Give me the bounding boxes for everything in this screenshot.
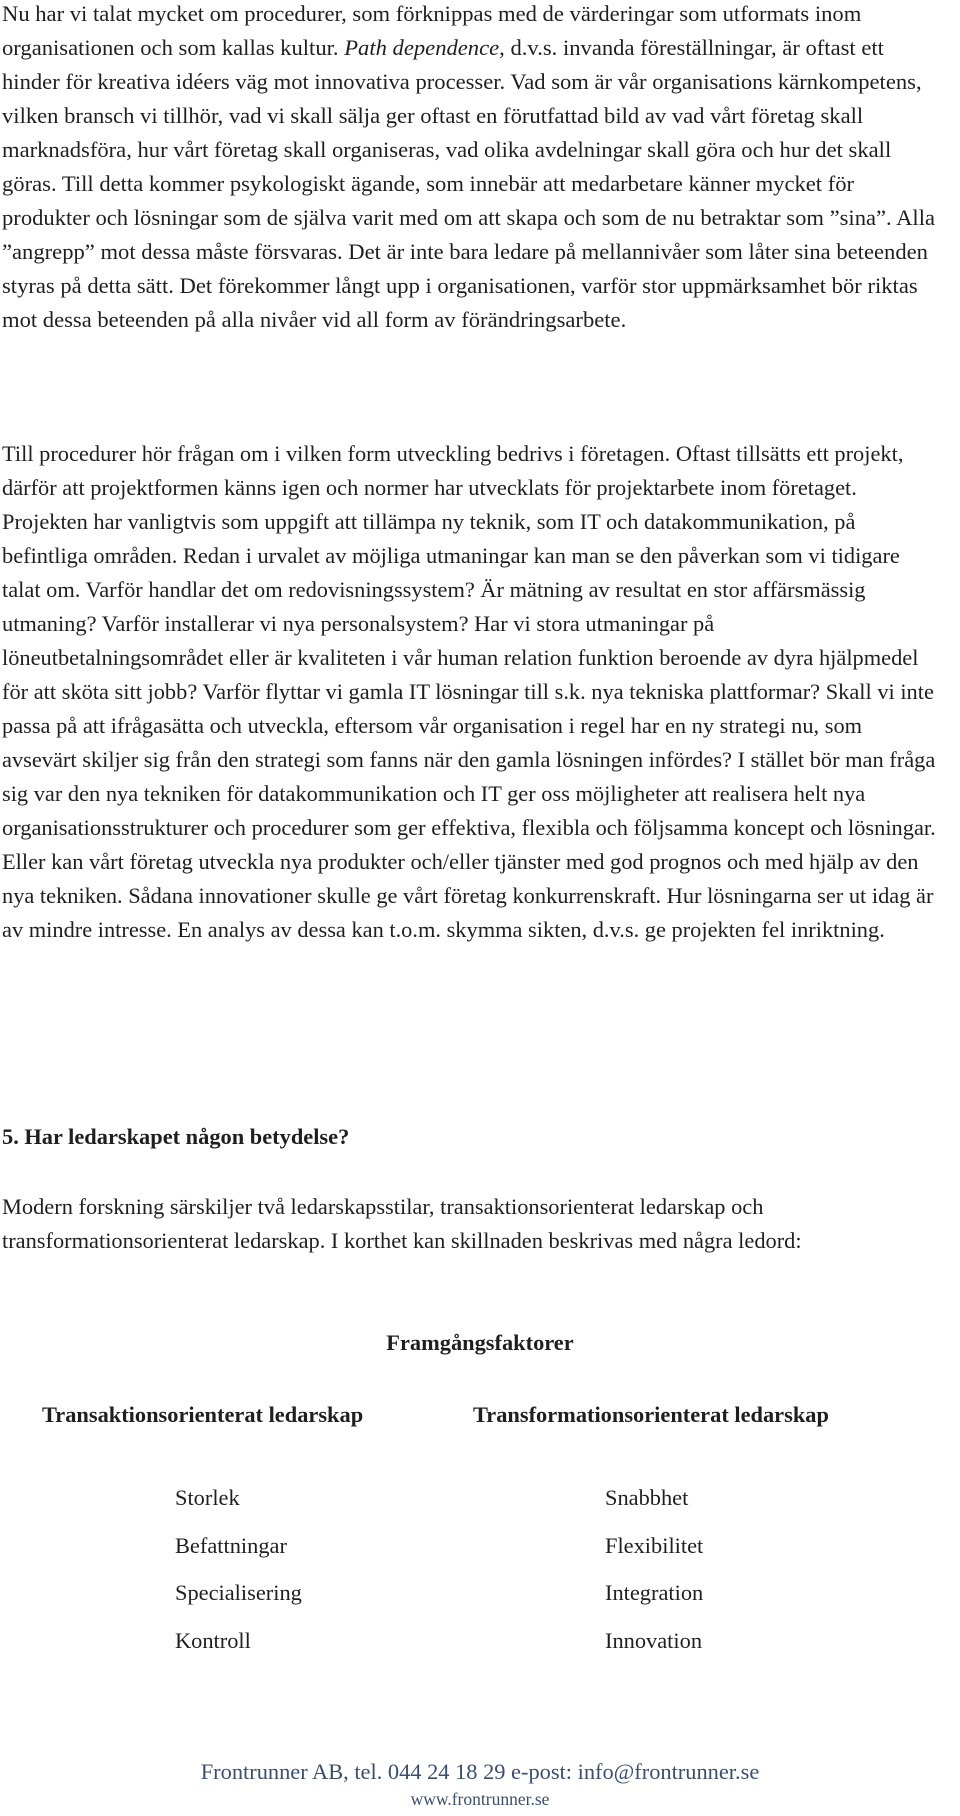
- list-item: Kontroll: [175, 1627, 251, 1653]
- section-heading: 5. Har ledarskapet någon betydelse?: [2, 1124, 350, 1149]
- paragraph-1-text-start: Nu har vi talat mycket om procedurer, som förknippas med de värderingar som utformats inom organisationen och som kallas kultur.: [2, 1, 862, 60]
- list-item: Specialisering: [175, 1580, 302, 1605]
- list-item: Innovation: [605, 1627, 703, 1653]
- list-item: Integration: [605, 1580, 704, 1605]
- list-item: Flexibilitet: [605, 1532, 704, 1558]
- path-dependence-term: Path dependence: [344, 35, 500, 60]
- paragraph-path-dependence: [2, 0, 937, 337]
- table-title: Framgångsfaktorer: [386, 1330, 574, 1355]
- column-heading-transformational: Transformationsorienterat ledarskap: [473, 1402, 829, 1427]
- transformational-factor-list: [605, 1474, 703, 1664]
- footer-contact: Frontrunner AB, tel. 044 24 18 29 e-post: info@frontrunner.se: [200, 1759, 760, 1784]
- footer-website[interactable]: www.frontrunner.se: [410, 1789, 550, 1809]
- paragraph-leadership-styles: Modern forskning särskiljer två ledarskapsstilar, transaktionsorienterat ledarskap och transformationsorienterat ledarskap. I korthet kan skillnaden beskrivas med några ledord:: [2, 1194, 802, 1253]
- list-item: Befattningar: [175, 1532, 287, 1558]
- paragraph-procedures: Till procedurer hör frågan om i vilken form utveckling bedrivs i företagen. Oftast tillsätts ett projekt, därför att projektformen känns igen och normer har utvecklats för projektarbete inom företaget. Projekten har vanligtvis som uppgift att tillämpa ny teknik, som IT och datakommunikation, på befintliga områden. Redan i urvalet av möjliga utmaningar kan man se den påverkan som vi tidigare talat om. Varför handlar det om redovisningssystem? Är mätning av resultat en stor affärsmässig utmaning? Varför installerar vi nya personalsystem? Har vi stora utmaningar på löneutbetalningsområdet eller är kvaliteten i vår human relation funktion beroende av dyra hjälpmedel för att sköta sitt jobb? Varför flyttar vi gamla IT lösningar till s.k. nya tekniska plattformar? Skall vi inte passa på att ifrågasätta och utveckla, eftersom vår organisation i regel har en ny strategi nu, som avsevärt skiljer sig från den strategi som fanns när den gamla lösningen infördes? I stället bör man fråga sig var den nya tekniken för datakommunikation och IT ger oss möjligheter att realisera helt nya organisationsstrukturer och procedurer som ger effektiva, flexibla och följsamma koncept och lösningar. Eller kan vårt företag utveckla nya produkter och/eller tjänster med god prognos och med hjälp av den nya tekniken. Sådana innovationer skulle ge vårt företag konkurrenskraft. Hur lösningarna ser ut idag är av mindre intresse. En analys av dessa kan t.o.m. skymma sikten, d.v.s. ge projekten fel inriktning.: [2, 441, 936, 942]
- paragraph-1-text-end: , d.v.s. invanda föreställningar, är oftast ett hinder för kreativa idéers väg mot innovativa processer. Vad som är vår organisations kärnkompetens, vilken bransch vi tillhör, vad vi skall sälja ger oftast en förutfattad bild av vad vårt företag skall marknadsföra, hur vårt företag skall organiseras, vad olika avdelningar skall göra och hur det skall göras. Till detta kommer psykologiskt ägande, som innebär att medarbetare känner mycket för produkter och lösningar som de själva varit med om att skapa och som de nu betraktar som ”sina”. Alla ”angrepp” mot dessa måste försvaras. Det är inte bara ledare på mellannivåer som låter sina beteenden styras på detta sätt. Det förekommer långt upp i organisationen, varför stor uppmärksamhet bör riktas mot dessa beteenden på alla nivåer vid all form av förändringsarbete.: [2, 35, 936, 332]
- list-item: Storlek: [175, 1485, 240, 1510]
- transactional-factor-list: [175, 1474, 302, 1664]
- column-heading-transactional: Transaktionsorienterat ledarskap: [42, 1402, 364, 1427]
- list-item: Snabbhet: [605, 1485, 689, 1510]
